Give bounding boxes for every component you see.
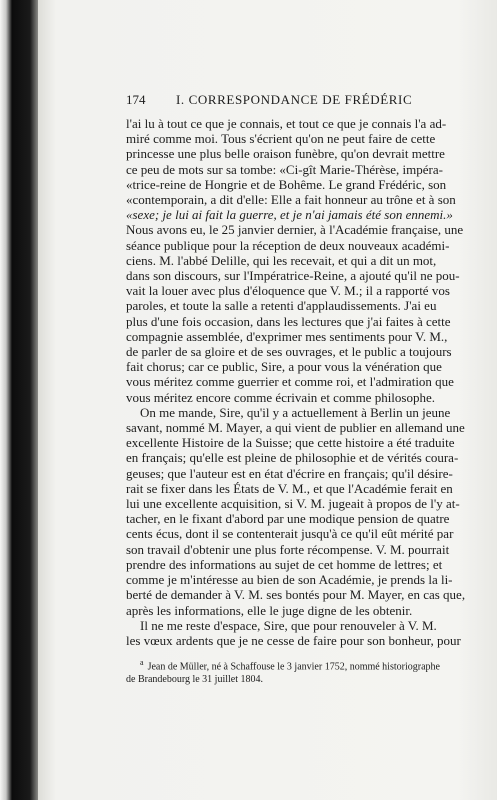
running-head: I. CORRESPONDANCE DE FRÉDÉRIC (176, 92, 413, 107)
text-line: lui une excellente acquisition, si V. M. jugeait à propos de l'y at- (126, 496, 460, 512)
text-line: prendre des informations au sujet de cet homme de lettres; et (126, 556, 443, 572)
text-line: rait se fixer dans les États de V. M., et que l'Académie ferait en (126, 480, 453, 496)
text-line: «contemporain, a dit d'elle: Elle a fait honneur au trône et à son (126, 192, 456, 208)
page-content (126, 92, 480, 686)
text-line: vait la louer avec plus d'éloquence que V. M.; il a rapporté vos (126, 283, 450, 299)
text-line: savant, nommé M. Mayer, a qui vient de publier en allemand une (126, 420, 465, 436)
footnote-line: de Brandebourg le 31 juillet 1804. (126, 674, 264, 686)
paragraph-3 (126, 618, 480, 648)
footnote-text: Jean de Müller, né à Schaffouse le 3 janvier 1752, nommé historiographe (147, 661, 440, 673)
text-line: en français; qu'elle est pleine de philosophie et de vérités coura- (126, 450, 459, 466)
footnote-marker: a (140, 658, 144, 668)
text-line: séance publique pour la réception de deux nouveaux académi- (126, 237, 450, 253)
page-header (126, 92, 480, 112)
text-line: son travail d'obtenir une plus forte récompense. V. M. pourrait (126, 541, 450, 557)
text-line: compagnie assemblée, d'exprimer mes sentiments pour V. M., (126, 328, 448, 344)
text-line: tacher, en le fixant d'abord par une modique pension de quatre (126, 511, 450, 527)
text-line: plus d'une fois occasion, dans les lectures que j'ai faites à cette (126, 313, 451, 329)
text-line: ce peu de mots sur sa tombe: «Ci-gît Marie-Thérèse, impéra- (126, 161, 443, 177)
paragraph-1 (126, 116, 480, 405)
text-line: cents écus, dont il se contenterait jusqu'à ce qu'il eût mérité par (126, 526, 454, 542)
page-number: 174 (126, 92, 146, 107)
text-line: princesse une plus belle oraison funèbre, qu'on devrait mettre (126, 146, 445, 162)
text-line: ciens. M. l'abbé Delille, qui les recevait, et qui a dit un mot, (126, 252, 437, 268)
text-line: dans son discours, sur l'Impératrice-Reine, a ajouté qu'il ne pou- (126, 268, 460, 284)
text-line: Nous avons eu, le 25 janvier dernier, à l'Académie française, une (126, 222, 464, 238)
text-line: fait chorus; car ce public, Sire, a pour vous la vénération que (126, 359, 442, 375)
text-line: comme je m'intéresse au bien de son Académie, je prends la li- (126, 572, 453, 588)
text-line: excellente Histoire de la Suisse; que cette histoire a été traduite (126, 435, 455, 451)
footnote (126, 656, 480, 686)
paragraph-2 (126, 405, 480, 618)
text-line: de parler de sa gloire et de ses ouvrages, et le public a toujours (126, 344, 452, 360)
text-line: vous méritez comme guerrier et comme roi, et l'admiration que (126, 374, 454, 390)
body-text (126, 116, 480, 648)
text-line: miré comme moi. Tous s'écrient qu'on ne peut faire de cette (126, 131, 436, 147)
text-line: Il ne me reste d'espace, Sire, que pour renouveler à V. M. (140, 617, 437, 633)
text-line: paroles, et toute la salle a retenti d'applaudissements. J'ai eu (126, 298, 437, 314)
text-line: geuses; que l'auteur est en état d'écrire en français; qu'il désire- (126, 465, 453, 481)
text-line: vous méritez encore comme écrivain et comme philosophe. (126, 389, 435, 405)
text-line: après les informations, elle le juge digne de les obtenir. (126, 602, 413, 618)
text-line: berté de demander à V. M. ses bontés pour M. Mayer, en cas que, (126, 587, 466, 603)
text-line: On me mande, Sire, qu'il y a actuellement à Berlin un jeune (140, 404, 451, 420)
text-line: «trice-reine de Hongrie et de Bohême. Le grand Frédéric, son (126, 176, 447, 192)
footnote-line (126, 656, 480, 673)
book-binding-shadow (0, 0, 40, 800)
text-line: «sexe; je lui ai fait la guerre, et je n'ai jamais été son ennemi.» (126, 207, 453, 223)
text-line: les vœux ardents que je ne cesse de faire pour son bonheur, pour (126, 632, 461, 648)
text-line: l'ai lu à tout ce que je connais, et tout ce que je connais l'a ad- (126, 116, 447, 131)
